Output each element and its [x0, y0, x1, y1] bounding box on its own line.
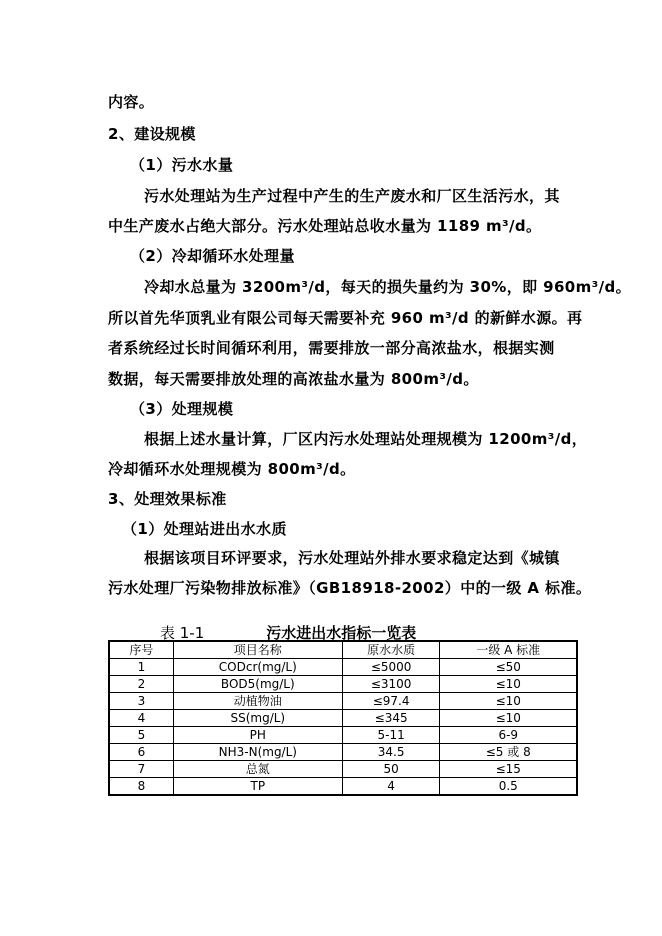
- paragraph-line: 内容。: [108, 93, 155, 111]
- cell-index: 5: [109, 727, 173, 744]
- paragraph-line: 根据该项目环评要求，污水处理站外排水要求稳定达到《城镇: [144, 549, 560, 567]
- cell-standard: ≤10: [440, 676, 577, 693]
- cell-standard: ≤10: [440, 693, 577, 710]
- cell-raw-quality: 34.5: [342, 744, 440, 761]
- section-heading: 2、建设规模: [108, 125, 196, 143]
- paragraph-line: 污水处理站为生产过程中产生的生产废水和厂区生活污水，其: [144, 187, 560, 205]
- paragraph-line: 冷却水总量为 3200m³/d，每天的损失量约为 30%，即 960m³/d。: [144, 278, 632, 296]
- cell-standard: ≤10: [440, 710, 577, 727]
- header-grade-a-standard: 一级 A 标准: [440, 641, 577, 659]
- section-heading: 3、处理效果标准: [108, 490, 227, 508]
- cell-standard: ≤5 或 8: [440, 744, 577, 761]
- subsection-heading: （2）冷却循环水处理量: [130, 247, 295, 265]
- header-item-name: 项目名称: [173, 641, 342, 659]
- cell-index: 8: [109, 778, 173, 796]
- paragraph-line: 根据上述水量计算，厂区内污水处理站处理规模为 1200m³/d，: [144, 430, 588, 448]
- table-row: [109, 659, 577, 676]
- cell-standard: 6-9: [440, 727, 577, 744]
- cell-item-name: CODcr(mg/L): [173, 659, 342, 676]
- table-row: [109, 693, 577, 710]
- paragraph-line: 中生产废水占绝大部分。污水处理站总收水量为 1189 m³/d。: [108, 217, 542, 235]
- cell-raw-quality: ≤97.4: [342, 693, 440, 710]
- paragraph-line: 数据，每天需要排放处理的高浓盐水量为 800m³/d。: [108, 370, 479, 388]
- subsection-heading: （1）处理站进出水水质: [122, 520, 287, 538]
- cell-raw-quality: ≤5000: [342, 659, 440, 676]
- cell-index: 2: [109, 676, 173, 693]
- cell-item-name: 动植物油: [173, 693, 342, 710]
- paragraph-line: 者系统经过长时间循环利用，需要排放一部分高浓盐水，根据实测: [108, 339, 555, 357]
- paragraph-line: 所以首先华顶乳业有限公司每天需要补充 960 m³/d 的新鲜水源。再: [108, 309, 583, 327]
- header-index: 序号: [109, 641, 173, 659]
- table-row: [109, 744, 577, 761]
- cell-raw-quality: 5-11: [342, 727, 440, 744]
- table-row: [109, 676, 577, 693]
- cell-index: 1: [109, 659, 173, 676]
- header-raw-quality: 原水水质: [342, 641, 440, 659]
- cell-raw-quality: 4: [342, 778, 440, 796]
- cell-standard: ≤50: [440, 659, 577, 676]
- cell-item-name: SS(mg/L): [173, 710, 342, 727]
- paragraph-line: 污水处理厂污染物排放标准》（GB18918-2002）中的一级 A 标准。: [108, 579, 592, 597]
- cell-item-name: PH: [173, 727, 342, 744]
- cell-standard: ≤15: [440, 761, 577, 778]
- cell-item-name: NH3-N(mg/L): [173, 744, 342, 761]
- cell-item-name: TP: [173, 778, 342, 796]
- paragraph-line: 冷却循环水处理规模为 800m³/d。: [108, 460, 356, 478]
- table-number: 表 1-1: [160, 624, 205, 642]
- cell-item-name: 总氮: [173, 761, 342, 778]
- cell-index: 3: [109, 693, 173, 710]
- table-row: [109, 778, 577, 796]
- table-row: [109, 710, 577, 727]
- table-row: [109, 761, 577, 778]
- subsection-heading: （3）处理规模: [130, 400, 234, 418]
- cell-index: 4: [109, 710, 173, 727]
- cell-standard: 0.5: [440, 778, 577, 796]
- water-quality-table: [108, 640, 578, 796]
- table-title: 污水进出水指标一览表: [266, 624, 417, 642]
- subsection-heading: （1）污水水量: [130, 156, 234, 174]
- table-header-row: [109, 641, 577, 659]
- cell-index: 6: [109, 744, 173, 761]
- cell-raw-quality: 50: [342, 761, 440, 778]
- cell-raw-quality: ≤3100: [342, 676, 440, 693]
- cell-raw-quality: ≤345: [342, 710, 440, 727]
- cell-index: 7: [109, 761, 173, 778]
- table-row: [109, 727, 577, 744]
- cell-item-name: BOD5(mg/L): [173, 676, 342, 693]
